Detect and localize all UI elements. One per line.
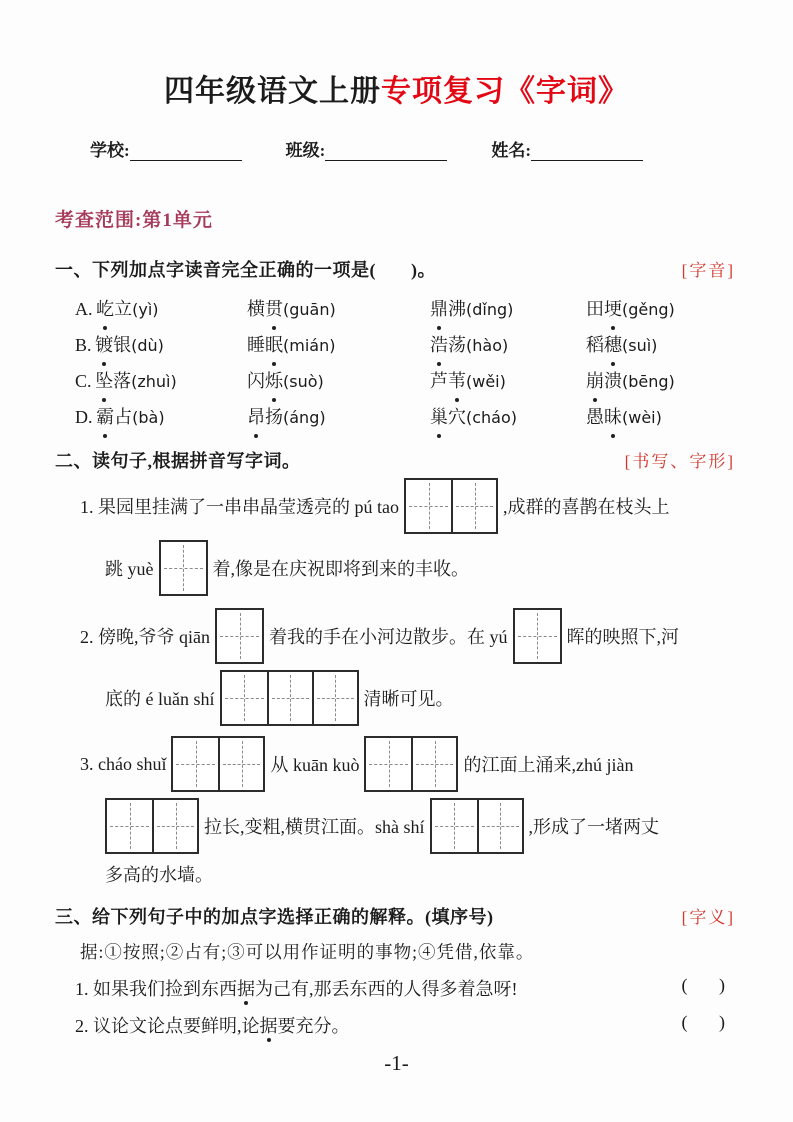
option-d-word-2: 昂扬(áng) [247, 400, 430, 435]
pinyin: (gěng) [622, 300, 675, 319]
name-blank[interactable] [531, 141, 643, 161]
pinyin: (bà) [132, 408, 165, 427]
option-d-word-1[interactable]: D. 霸占(bà) [75, 400, 247, 435]
pinyin: (wèi) [622, 408, 662, 427]
pinyin: (hào) [466, 336, 509, 355]
dotted-char: 鼎 [430, 292, 448, 326]
option-a-word-3: 鼎沸(dǐng) [430, 292, 586, 327]
dotted-char: 穗 [604, 328, 622, 362]
q3-item-2 [75, 1012, 725, 1038]
title-main: 四年级语文上册 [164, 75, 381, 108]
pinyin: (áng) [283, 408, 326, 427]
section-tag-ziyi: [字义] [681, 908, 735, 927]
student-info-row [90, 136, 793, 161]
question-3-header [55, 903, 735, 929]
writing-cell [267, 672, 312, 724]
option-b-word-4: 稻穗(suì) [586, 328, 793, 363]
dotted-char: 眠 [265, 328, 283, 362]
writing-cell [477, 800, 522, 852]
writing-cell [217, 610, 262, 662]
question-2-text: 二、读句子,根据拼音写字词。 [55, 451, 301, 471]
page-title [0, 66, 793, 110]
pinyin: (dǐng) [466, 300, 514, 319]
writing-cell [366, 738, 411, 790]
dotted-char: 昂 [247, 400, 265, 434]
dotted-char: 据 [237, 975, 255, 1001]
option-a-word-1[interactable]: A. 屹立(yì) [75, 292, 247, 327]
title-highlight: 专项复习《字词》 [381, 75, 629, 108]
option-b-word-3: 浩荡(hào) [430, 328, 586, 363]
name-field [491, 136, 643, 161]
pinyin: (zhuì) [131, 372, 177, 391]
pinyin: (guān) [283, 300, 336, 319]
question-3-text: 三、给下列句子中的加点字选择正确的解释。(填序号) [55, 907, 494, 927]
q3-item-1 [75, 975, 725, 1001]
dotted-char: 坠 [95, 364, 113, 398]
q3-item-2-sentence: 2. 议论文论点要鲜明,论据要充分。 [75, 1012, 350, 1038]
school-label: 学校: [90, 141, 130, 160]
q2-item1-line1: 1. 果园里挂满了一串串晶莹透亮的 pú tao ,成群的喜鹊在枝头上 [80, 477, 753, 535]
option-a-word-2: 横贯(guān) [247, 292, 430, 327]
q2-item3-line2: 拉长,变粗,横贯江面。shà shí ,形成了一堵两丈 [105, 797, 753, 855]
pinyin: (wěi) [466, 372, 506, 391]
option-c-word-3: 芦苇(wěi) [430, 364, 586, 399]
option-d-word-3: 巢穴(cháo) [430, 400, 586, 435]
school-blank[interactable] [130, 141, 242, 161]
writing-box[interactable] [159, 540, 208, 596]
writing-cell [406, 480, 451, 532]
answer-blank[interactable]: ( ) [681, 975, 725, 995]
page-number: -1- [384, 1051, 409, 1075]
q2-item2-line1: 2. 傍晚,爷爷 qiān 着我的手在小河边散步。在 yú 晖的映照下,河 [80, 607, 753, 665]
writing-cell [161, 542, 206, 594]
writing-cell [107, 800, 152, 852]
writing-box[interactable] [513, 608, 562, 664]
writing-cell [218, 738, 263, 790]
pinyin: (mián) [283, 336, 336, 355]
dotted-char: 据 [260, 1012, 278, 1038]
writing-cell [152, 800, 197, 852]
question-1-options [75, 292, 793, 435]
pinyin: (dù) [131, 336, 164, 355]
exam-scope: 考查范围:第1单元 [55, 210, 213, 231]
q3-item-1-sentence: 1. 如果我们捡到东西据为己有,那丢东西的人得多着急呀! [75, 975, 518, 1001]
dotted-char: 霸 [96, 400, 114, 434]
writing-cell [411, 738, 456, 790]
dotted-char: 巢 [430, 400, 448, 434]
dotted-char: 崩 [586, 364, 604, 398]
writing-box[interactable] [364, 736, 458, 792]
dotted-char: 昧 [604, 400, 622, 434]
q2-item2-line2: 底的 é luǎn shí 清晰可见。 [105, 669, 753, 727]
q2-item3-line3: 多高的水墙。 [105, 865, 213, 885]
writing-box[interactable] [220, 670, 359, 726]
option-c-word-2: 闪烁(suò) [247, 364, 430, 399]
pinyin: (yì) [132, 300, 159, 319]
writing-cell [173, 738, 218, 790]
dotted-char: 烁 [265, 364, 283, 398]
dotted-char: 屹 [96, 292, 114, 326]
class-label: 班级: [285, 141, 326, 160]
pinyin: (cháo) [466, 408, 518, 427]
class-blank[interactable] [325, 141, 447, 161]
writing-cell [451, 480, 496, 532]
option-b-word-2: 睡眠(mián) [247, 328, 430, 363]
school-field [90, 136, 242, 161]
class-field [286, 136, 448, 161]
section-tag-ziyin: [字音] [681, 261, 735, 280]
q2-item3-line1: 3. cháo shuǐ 从 kuān kuò 的江面上涌来,zhú jiàn [80, 735, 753, 793]
option-c-word-4: 崩溃(bēng) [586, 364, 793, 399]
dotted-char: 浩 [430, 328, 448, 362]
writing-cell [515, 610, 560, 662]
option-a-word-4: 田埂(gěng) [586, 292, 793, 327]
option-c-word-1[interactable]: C. 坠落(zhuì) [75, 364, 247, 399]
section-tag-shuxie: [书写、字形] [624, 452, 735, 471]
name-label: 姓名: [491, 141, 532, 160]
question-1-text: 一、下列加点字读音完全正确的一项是( )。 [55, 260, 436, 280]
question-2-header [55, 447, 735, 473]
dotted-char: 贯 [265, 292, 283, 326]
dotted-char: 镀 [95, 328, 113, 362]
dotted-char: 苇 [448, 364, 466, 398]
pinyin: (bēng) [622, 372, 675, 391]
q2-item1-line2: 跳 yuè 着,像是在庆祝即将到来的丰收。 [105, 539, 753, 597]
writing-box[interactable] [105, 798, 199, 854]
option-d-word-4: 愚昧(wèi) [586, 400, 793, 435]
option-b-word-1[interactable]: B. 镀银(dù) [75, 328, 247, 363]
writing-box[interactable] [171, 736, 265, 792]
pinyin: (suò) [283, 372, 324, 391]
writing-box[interactable] [215, 608, 264, 664]
writing-cell [432, 800, 477, 852]
answer-blank[interactable]: ( ) [681, 1012, 725, 1032]
writing-cell [312, 672, 357, 724]
pinyin: (suì) [622, 336, 658, 355]
dotted-char: 埂 [604, 292, 622, 326]
definition-line: 据:①按照;②占有;③可以用作证明的事物;④凭借,依靠。 [80, 942, 535, 962]
writing-cell [222, 672, 267, 724]
question-1-header [55, 256, 735, 282]
writing-box[interactable] [404, 478, 498, 534]
writing-box[interactable] [430, 798, 524, 854]
